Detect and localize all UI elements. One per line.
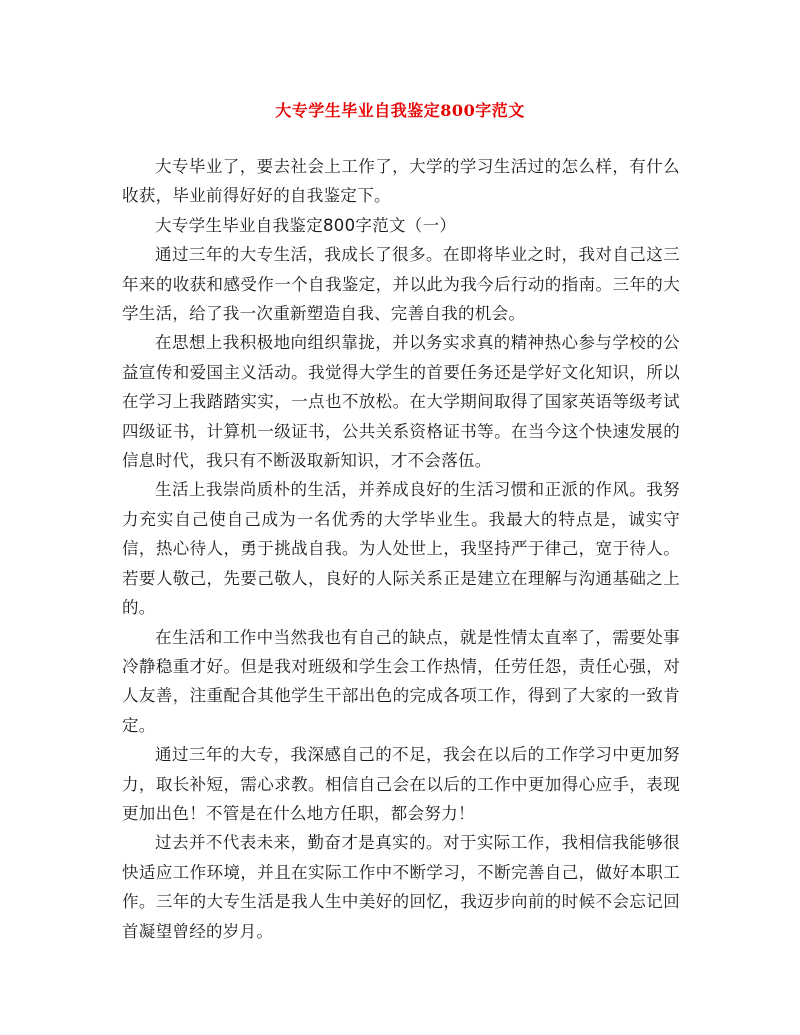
closing-paragraph: 过去并不代表未来，勤奋才是真实的。对于实际工作，我相信我能够很快适应工作环境，并且在实际工作中不断学习，不断完善自己，做好本职工作。三年的大专生活是我人生中美好的回忆，我迈步向前的时候不会忘记回首凝望曾经的岁月。 (122, 833, 680, 941)
document-title: 大专学生毕业自我鉴定800字范文 (275, 101, 525, 120)
body-paragraph: 在思想上我积极地向组织靠拢，并以务实求真的精神热心参与学校的公益宣传和爱国主义活动。我觉得大学生的首要任务还是学好文化知识，所以在学习上我踏踏实实，一点也不放松。在大学期间取得了国家英语等级考试四级证书，计算机一级证书，公共关系资格证书等。在当今这个快速发展的信息时代，我只有不断汲取新知识，才不会落伍。 (122, 333, 680, 471)
section-heading: 大专学生毕业自我鉴定800字范文（一） (155, 215, 457, 235)
document-body (122, 152, 680, 946)
intro-paragraph: 大专毕业了，要去社会上工作了，大学的学习生活过的怎么样，有什么收获，毕业前得好好的自我鉴定下。 (122, 157, 680, 206)
body-paragraph: 通过三年的大专生活，我成长了很多。在即将毕业之时，我对自己这三年来的收获和感受作一个自我鉴定，并以此为我今后行动的指南。三年的大学生活，给了我一次重新塑造自我、完善自我的机会。 (122, 245, 680, 324)
body-paragraph: 在生活和工作中当然我也有自己的缺点，就是性情太直率了，需要处事冷静稳重才好。但是我对班级和学生会工作热情，任劳任怨，责任心强，对人友善，注重配合其他学生干部出色的完成各项工作，得到了大家的一致肯定。 (122, 627, 680, 735)
body-paragraph: 生活上我崇尚质朴的生活，并养成良好的生活习惯和正派的作风。我努力充实自己使自己成为一名优秀的大学毕业生。我最大的特点是，诚实守信，热心待人，勇于挑战自我。为人处世上，我坚持严于律己，宽于待人。若要人敬己，先要己敬人，良好的人际关系正是建立在理解与沟通基础之上的。 (122, 480, 680, 618)
body-paragraph: 通过三年的大专，我深感自己的不足，我会在以后的工作学习中更加努力，取长补短，需心求教。相信自己会在以后的工作中更加得心应手，表现更加出色！不管是在什么地方任职，都会努力！ (122, 745, 680, 823)
